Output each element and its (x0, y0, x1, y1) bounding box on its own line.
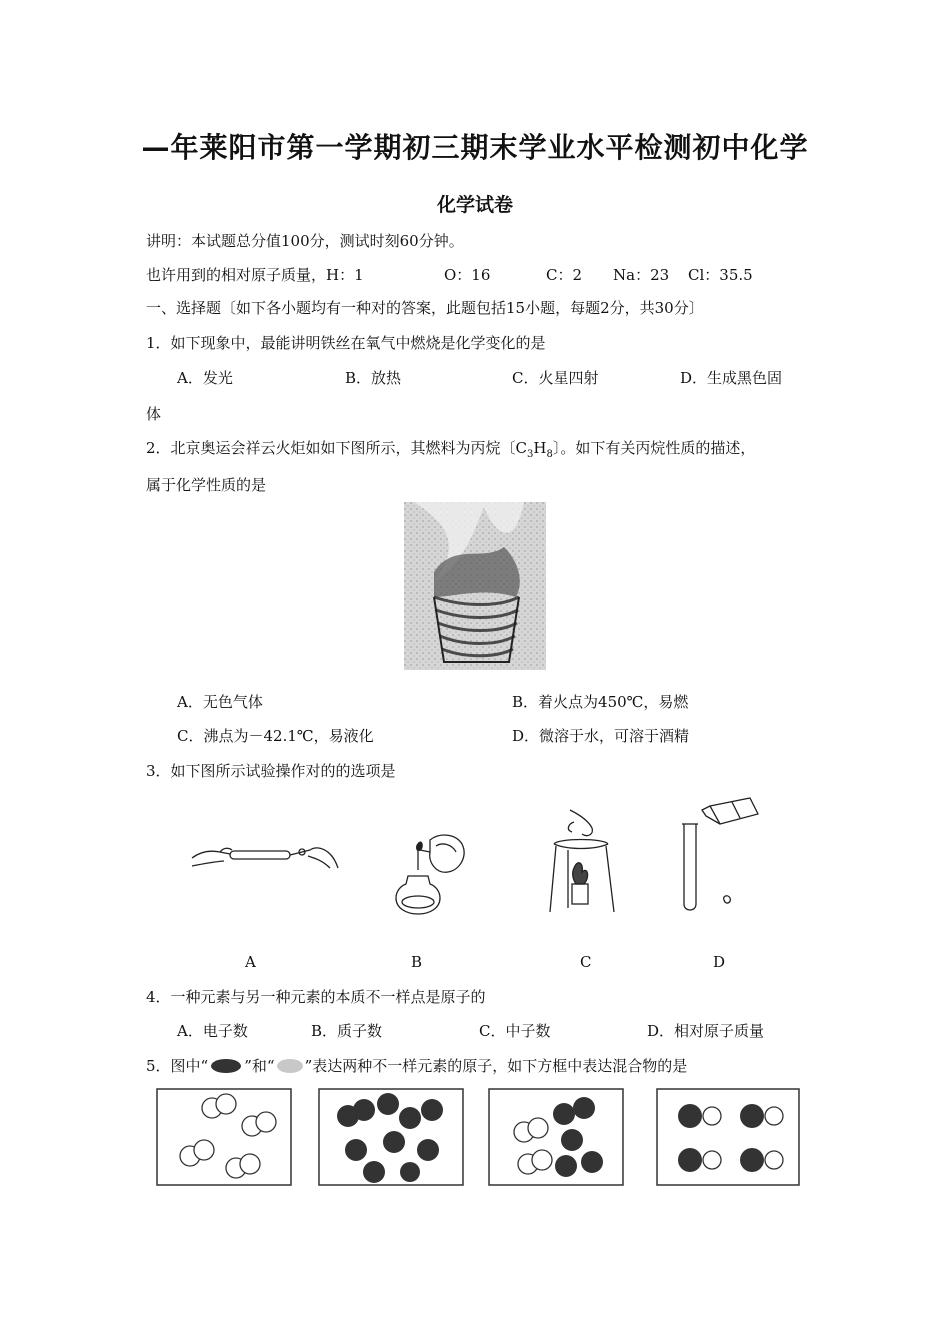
atomic-mass-c: C：2 (546, 266, 583, 284)
question-1-option-a: A．发光 (177, 369, 233, 387)
question-5-stem: 5．图中“ ”和“ ”表达两种不一样元素的原子，如下方框中表达混合物的是 (146, 1057, 688, 1075)
figure-c-label: C (580, 953, 592, 971)
question-4-option-d: D．相对原子质量 (647, 1022, 765, 1040)
molecule-box-d (656, 1088, 800, 1186)
molecule-box-b (318, 1088, 464, 1186)
atomic-mass-cl: Cl：35.5 (688, 266, 753, 284)
question-2-option-b: B．着火点为450℃，易燃 (512, 693, 689, 711)
figure-c-evaporating-dish (548, 808, 618, 916)
figure-a-label: A (245, 953, 256, 971)
figure-d-label: D (713, 953, 726, 971)
question-4-option-c: C．中子数 (479, 1022, 551, 1040)
page-title: —年莱阳市第一学期初三期末学业水平检测初中化学 (141, 131, 809, 164)
question-4-option-a: A．电子数 (177, 1022, 248, 1040)
question-3-stem: 3．如下图所示试验操作对的的选项是 (146, 762, 396, 780)
question-1-option-d: D．生成黑色固 (680, 369, 783, 387)
question-1-stem: 1．如下现象中，最能讲明铁丝在氧气中燃烧是化学变化的是 (146, 334, 546, 352)
dark-atom-icon (208, 1057, 244, 1075)
question-2-option-c: C．沸点为－42.1℃，易液化 (177, 727, 374, 745)
atomic-mass-o: O：16 (444, 266, 491, 284)
page-subtitle: 化学试卷 (436, 194, 513, 216)
figure-b-label: B (411, 953, 423, 971)
question-4-stem: 4．一种元素与另一种元素的本质不一样点是原子的 (146, 988, 486, 1006)
question-4-option-b: B．质子数 (311, 1022, 383, 1040)
figure-a-test-tube-hands (190, 828, 340, 878)
atomic-mass-na: Na：23 (613, 266, 670, 284)
molecule-box-c (488, 1088, 624, 1186)
section-heading: 一、选择题〔如下各小题均有一种对的答案，此题包括15小题，每题2分，共30分〕 (146, 299, 704, 317)
question-2-stem: 2．北京奥运会祥云火炬如如下图所示，其燃料为丙烷〔$C_3H_8$〕。如下有关丙烷性质的描述， (146, 439, 756, 460)
figure-d-pouring-liquid (680, 796, 764, 916)
figure-b-alcohol-lamp (390, 830, 470, 916)
exam-note: 讲明：本试题总分值100分，测试时刻60分钟。 (146, 232, 464, 250)
question-2-option-d: D．微溶于水，可溶于酒精 (512, 727, 690, 745)
question-1-option-c: C．火星四射 (512, 369, 599, 387)
atomic-mass-label: 也许用到的相对原子质量，H：1 (146, 266, 364, 284)
molecule-box-a (156, 1088, 292, 1186)
question-2-option-a: A．无色气体 (177, 693, 263, 711)
question-1-option-b: B．放热 (345, 369, 402, 387)
question-2-stem-line2: 属于化学性质的是 (146, 476, 267, 494)
light-atom-icon (275, 1057, 305, 1075)
torch-photo (404, 502, 546, 670)
question-1-option-d-wrap: 体 (146, 405, 162, 423)
